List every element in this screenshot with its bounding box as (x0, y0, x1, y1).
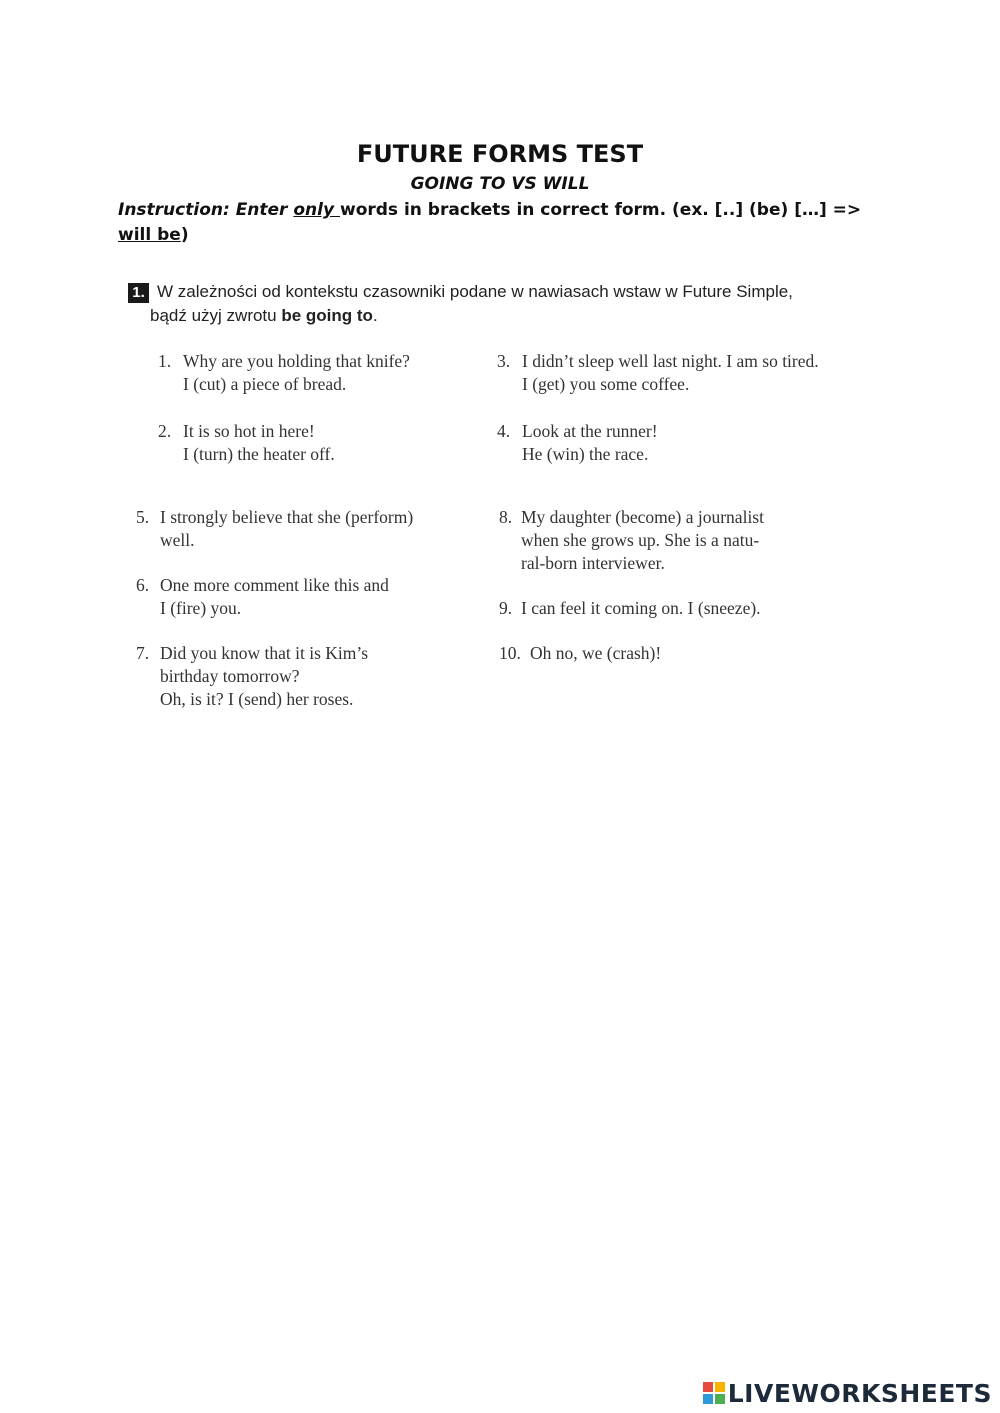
logo-square-blue (703, 1394, 713, 1404)
exercise-item-5 (136, 506, 414, 552)
exercise-item-7 (136, 642, 369, 711)
exercise-item-1 (158, 350, 410, 396)
item-line: ral-born interviewer. (521, 553, 665, 573)
liveworksheets-logo (703, 1379, 992, 1407)
item-line: I (get) you some coffee. (522, 374, 690, 394)
liveworksheets-logo-text: LIVEWORKSHEETS (727, 1378, 992, 1408)
item-number: 6. (136, 575, 150, 595)
exercise-item-9 (499, 597, 761, 620)
item-line: I didn’t sleep well last night. I am so tired. (522, 351, 819, 371)
item-line: Look at the runner! (522, 421, 658, 441)
item-line: Why are you holding that knife? (183, 351, 410, 371)
task-line-2-bold: be going to (281, 306, 373, 325)
instruction-example: will be (118, 225, 181, 245)
logo-square-yellow (715, 1382, 725, 1392)
item-line: Oh, is it? I (send) her roses. (160, 689, 354, 709)
item-line: I (turn) the heater off. (183, 444, 335, 464)
task-line-1: W zależności od kontekstu czasowniki podane w nawiasach wstaw w Future Simple, (157, 282, 793, 301)
item-line: well. (160, 530, 195, 550)
item-number: 5. (136, 507, 150, 527)
item-line: It is so hot in here! (183, 421, 315, 441)
task-instruction (150, 280, 877, 328)
logo-square-red (703, 1382, 713, 1392)
task-line-2 (150, 304, 877, 328)
item-number: 4. (497, 421, 511, 441)
exercise-item-3 (497, 350, 819, 396)
task-line-2-prefix: bądź użyj zwrotu (150, 306, 282, 325)
exercise-item-8 (499, 506, 764, 575)
instruction-only: only (293, 200, 340, 220)
logo-square-green (715, 1394, 725, 1404)
item-number: 3. (497, 351, 511, 371)
item-number: 7. (136, 643, 150, 663)
task-number-badge: 1. (128, 283, 149, 303)
exercise-item-2 (158, 420, 335, 466)
item-line: I (fire) you. (160, 598, 242, 618)
item-line: Oh no, we (crash)! (530, 643, 662, 663)
instruction-part2: words in brackets in correct form. (ex. [..] (be) […] => (339, 200, 862, 220)
instruction-part1: Instruction: Enter (118, 200, 294, 220)
instruction-close: ) (180, 225, 189, 245)
instruction-text (118, 198, 888, 248)
exercise-item-6 (136, 574, 389, 620)
item-line: when she grows up. She is a natu- (521, 530, 760, 550)
item-number: 10. (499, 643, 521, 663)
item-line: He (win) the race. (522, 444, 649, 464)
liveworksheets-logo-icon (703, 1382, 725, 1404)
item-line: My daughter (become) a journalist (521, 507, 764, 527)
exercise-item-10 (499, 642, 662, 665)
page-subtitle: GOING TO VS WILL (410, 174, 590, 194)
item-line: I strongly believe that she (perform) (160, 507, 414, 527)
item-number: 9. (499, 598, 513, 618)
item-line: I (cut) a piece of bread. (183, 374, 347, 394)
task-line-2-suffix: . (372, 306, 378, 325)
page-title: FUTURE FORMS TEST (356, 140, 644, 168)
item-line: One more comment like this and (160, 575, 389, 595)
item-number: 2. (158, 421, 172, 441)
item-line: birthday tomorrow? (160, 666, 300, 686)
exercise-item-4 (497, 420, 658, 466)
item-line: Did you know that it is Kim’s (160, 643, 369, 663)
item-number: 1. (158, 351, 172, 371)
item-number: 8. (499, 507, 513, 527)
item-line: I can feel it coming on. I (sneeze). (521, 598, 761, 618)
